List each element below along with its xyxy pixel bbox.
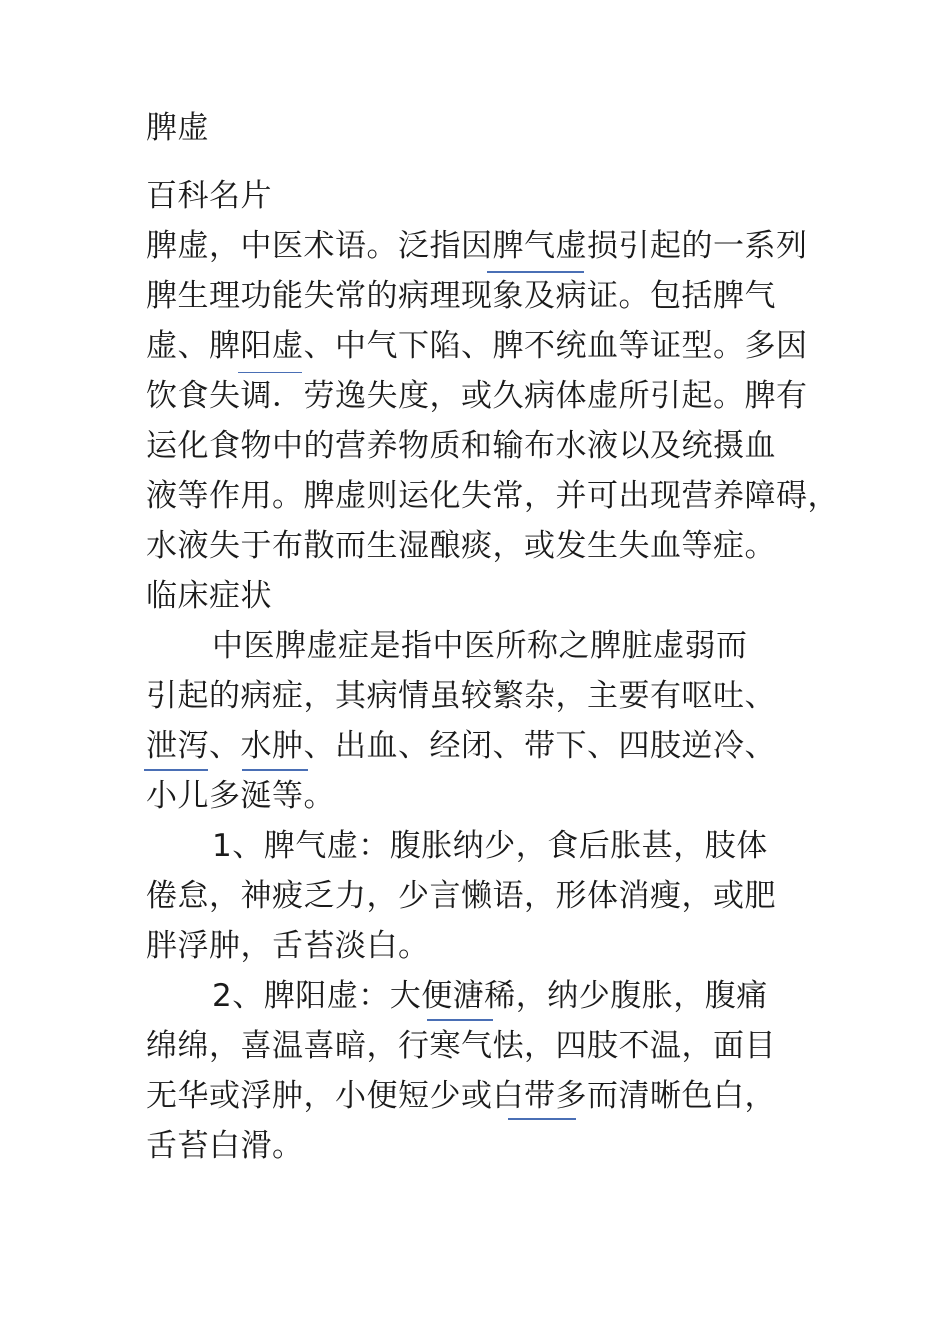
baike-heading: 百科名片 [146, 178, 272, 214]
item1-line-3: 胖浮肿，舌苔淡白。 [146, 928, 430, 964]
intro-line-5: 运化食物中的营养物质和输布水液以及统摄血 [146, 428, 776, 464]
link-underline-da-bian-tang-xi[interactable] [427, 1019, 493, 1021]
item1-line-1: 1、脾气虚：腹胀纳少，食后胀甚，肢体 [212, 828, 768, 864]
item1-line-2: 倦怠，神疲乏力，少言懒语，形体消瘦，或肥 [146, 878, 776, 914]
symptoms-para-line-2: 引起的病症，其病情虽较繁杂，主要有呕吐、 [146, 678, 776, 714]
intro-line-6: 液等作用。脾虚则运化失常，并可出现营养障碍， [146, 478, 839, 514]
link-underline-pi-yang-xu[interactable] [238, 372, 302, 373]
intro-line-2: 脾生理功能失常的病理现象及病证。包括脾气 [146, 278, 776, 314]
symptoms-para-line-4: 小儿多涎等。 [146, 778, 335, 814]
item2-line-2: 绵绵，喜温喜暗，行寒气怯，四肢不温，面目 [146, 1028, 776, 1064]
link-underline-pi-qi-xu[interactable] [487, 271, 584, 273]
link-underline-shui-zhong[interactable] [242, 769, 308, 771]
item2-line-3: 无华或浮肿，小便短少或白带多而清晰色白， [146, 1078, 776, 1114]
item2-line-4: 舌苔白滑。 [146, 1128, 304, 1164]
symptoms-para-line-3: 泄泻、水肿、出血、经闭、带下、四肢逆冷、 [146, 728, 776, 764]
symptoms-heading: 临床症状 [146, 578, 272, 614]
item2-line-1: 2、脾阳虚：大便溏稀，纳少腹胀，腹痛 [212, 978, 768, 1014]
intro-line-3: 虚、脾阳虚、中气下陷、脾不统血等证型。多因 [146, 328, 808, 364]
symptoms-para-line-1: 中医脾虚症是指中医所称之脾脏虚弱而 [212, 628, 748, 664]
document-title: 脾虚 [146, 110, 209, 146]
link-underline-bai-dai[interactable] [508, 1118, 576, 1120]
intro-line-4: 饮食失调．劳逸失度，或久病体虚所引起。脾有 [146, 378, 808, 414]
intro-line-7: 水液失于布散而生湿酿痰，或发生失血等症。 [146, 528, 776, 564]
intro-line-1: 脾虚，中医术语。泛指因脾气虚损引起的一系列 [146, 228, 808, 264]
link-underline-xie-xie[interactable] [144, 769, 208, 771]
